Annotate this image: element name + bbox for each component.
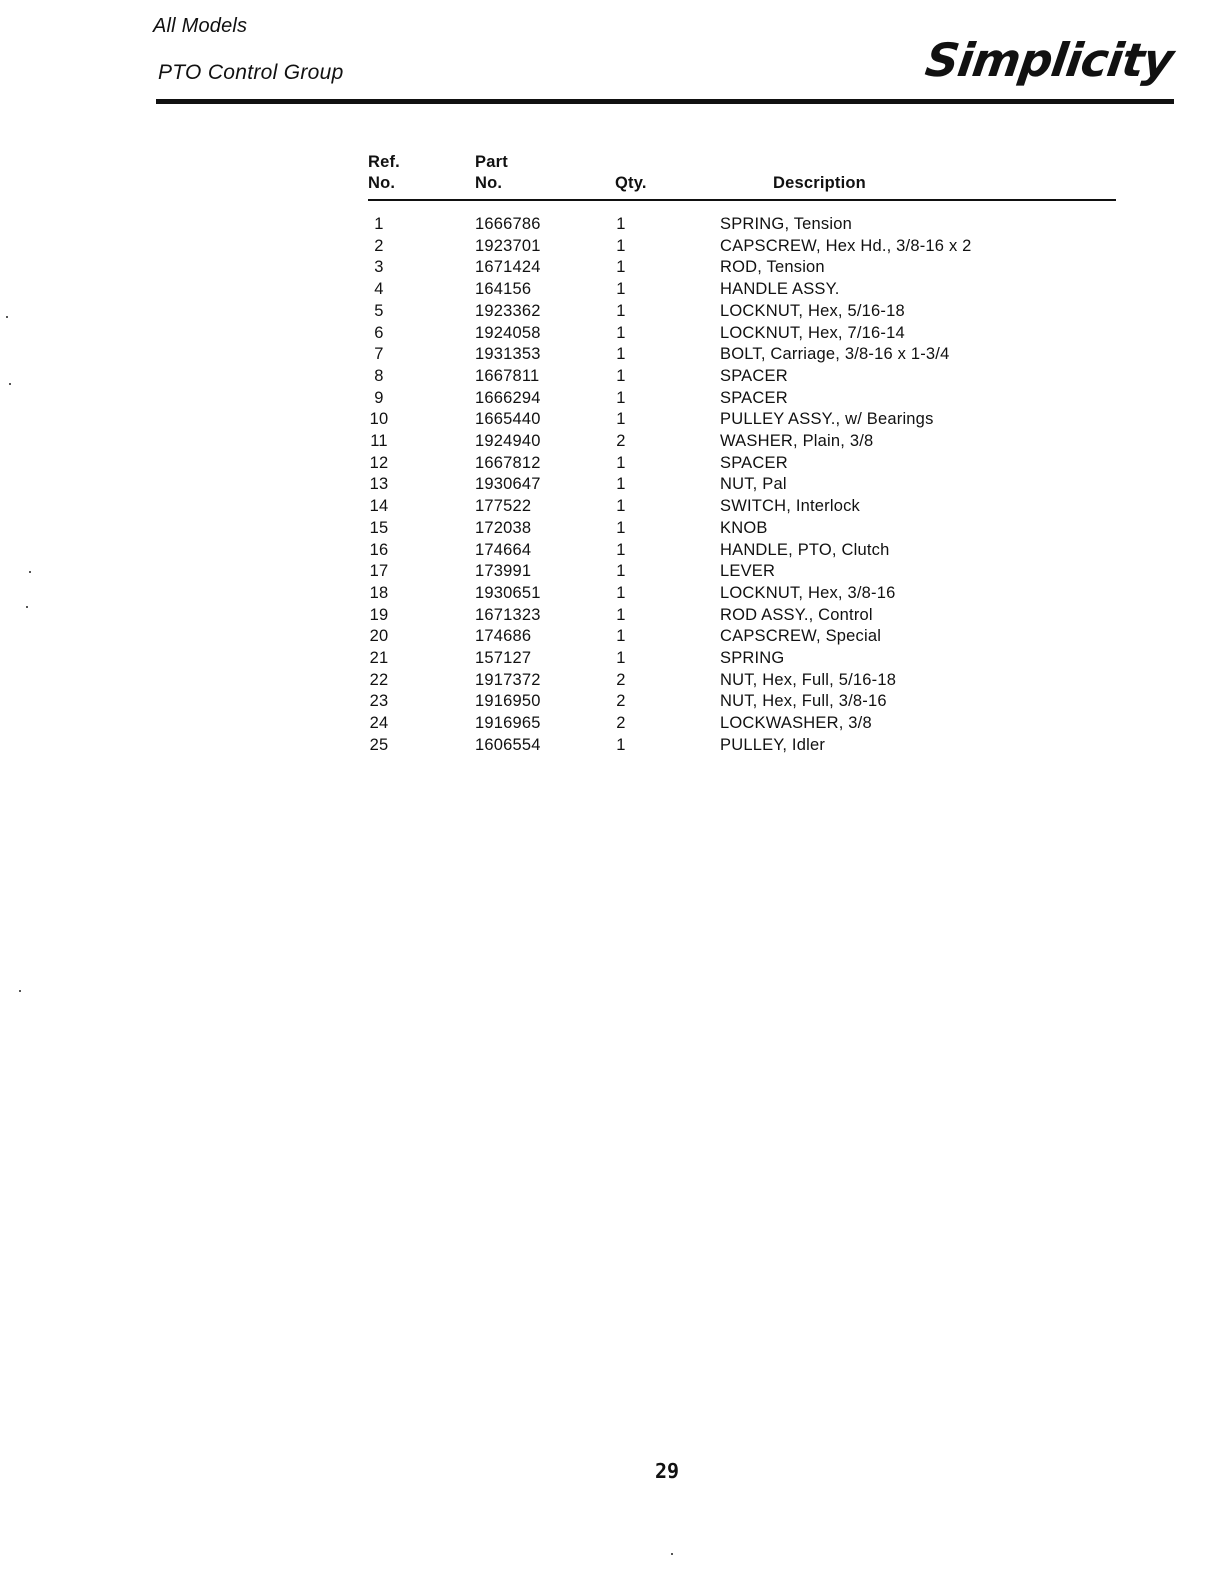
description: PULLEY, Idler (720, 735, 826, 754)
part-no: 1923362 (475, 301, 541, 320)
ref-no-cell (368, 431, 475, 453)
header-part-line2: No. (475, 174, 503, 192)
table-row (368, 540, 1116, 562)
qty: 1 (616, 366, 626, 385)
part-no: 1667811 (475, 366, 540, 385)
qty: 1 (616, 605, 626, 624)
qty-cell (615, 583, 720, 605)
description: LOCKNUT, Hex, 5/16-18 (720, 301, 905, 320)
ref-no: 25 (369, 735, 389, 754)
ref-no-cell (368, 366, 475, 388)
qty-cell (615, 431, 720, 453)
table-row (368, 453, 1116, 475)
description: WASHER, Plain, 3/8 (720, 432, 874, 451)
table-row (368, 236, 1116, 258)
page-number: 29 (654, 1459, 680, 1483)
ref-no-cell (368, 496, 475, 518)
qty: 1 (616, 453, 626, 472)
qty: 1 (616, 735, 626, 754)
ref-no: 1 (374, 215, 384, 233)
part-no: 1671323 (475, 605, 541, 624)
description: SPACER (720, 366, 788, 385)
table-row (368, 670, 1116, 692)
ref-no: 3 (374, 258, 384, 277)
brand-logo: Simplicity (921, 33, 1176, 87)
ref-no-cell (368, 670, 475, 692)
table-row (368, 691, 1116, 713)
header-rule (156, 99, 1174, 104)
qty: 2 (616, 714, 626, 733)
ref-no-cell (368, 626, 475, 648)
description: LOCKWASHER, 3/8 (720, 714, 872, 733)
table-row (368, 409, 1116, 431)
description: LOCKNUT, Hex, 3/8-16 (720, 583, 896, 602)
part-no: 177522 (475, 497, 532, 516)
ref-no: 4 (374, 280, 384, 299)
part-no: 1930651 (475, 583, 541, 602)
qty: 1 (616, 583, 626, 602)
qty: 1 (616, 236, 626, 255)
part-no: 1606554 (475, 735, 541, 754)
ref-no: 16 (369, 540, 389, 559)
qty-cell (615, 344, 720, 366)
part-no: 1666294 (475, 388, 541, 407)
ref-no-cell (368, 388, 475, 410)
part-no: 1671424 (475, 258, 541, 277)
description: CAPSCREW, Special (720, 627, 882, 646)
part-no: 1930647 (475, 475, 541, 494)
ref-no: 17 (369, 562, 389, 581)
ref-no-cell (368, 583, 475, 605)
description: NUT, Hex, Full, 5/16-18 (720, 670, 897, 689)
parts-table (368, 152, 1116, 757)
table-row (368, 626, 1116, 648)
description: SWITCH, Interlock (720, 497, 861, 516)
ref-no: 23 (369, 692, 389, 711)
ref-no: 12 (369, 453, 389, 472)
description: LEVER (720, 562, 776, 581)
scan-speck (6, 316, 8, 318)
ref-no-cell (368, 648, 475, 670)
description: NUT, Hex, Full, 3/8-16 (720, 692, 887, 711)
ref-no-cell (368, 474, 475, 496)
description: HANDLE, PTO, Clutch (720, 540, 890, 559)
models-label: All Models (153, 15, 248, 37)
qty-cell (615, 453, 720, 475)
table-row (368, 301, 1116, 323)
table-row (368, 648, 1116, 670)
header-ref-line2: No. (368, 174, 396, 192)
parts-table-header (368, 152, 1116, 200)
qty-cell (615, 200, 720, 236)
header-qty: Qty. (615, 152, 720, 200)
table-row (368, 388, 1116, 410)
qty-cell (615, 605, 720, 627)
table-row (368, 200, 1116, 236)
qty-cell (615, 735, 720, 757)
qty: 1 (616, 388, 626, 407)
ref-no: 7 (374, 345, 384, 364)
part-no: 164156 (475, 280, 532, 299)
qty: 1 (616, 497, 626, 516)
table-row (368, 257, 1116, 279)
table-row (368, 561, 1116, 583)
table-row (368, 474, 1116, 496)
ref-no-cell (368, 323, 475, 345)
table-row (368, 735, 1116, 757)
ref-no-cell (368, 236, 475, 258)
ref-no-cell (368, 200, 475, 236)
table-row (368, 323, 1116, 345)
scan-speck (26, 606, 28, 608)
qty: 1 (616, 475, 626, 494)
description: PULLEY ASSY., w/ Bearings (720, 410, 934, 429)
description: SPACER (720, 453, 788, 472)
ref-no: 6 (374, 323, 384, 342)
qty-cell (615, 648, 720, 670)
part-no: 1666786 (475, 215, 541, 233)
table-row (368, 431, 1116, 453)
part-no: 1667812 (475, 453, 541, 472)
ref-no: 10 (369, 410, 389, 429)
description: SPRING (720, 649, 785, 668)
qty-cell (615, 301, 720, 323)
ref-no-cell (368, 540, 475, 562)
qty-cell (615, 409, 720, 431)
qty: 2 (616, 692, 626, 711)
qty-cell (615, 279, 720, 301)
table-row (368, 496, 1116, 518)
ref-no: 11 (370, 432, 388, 451)
table-row (368, 366, 1116, 388)
part-no: 174686 (475, 627, 532, 646)
qty-cell (615, 366, 720, 388)
ref-no: 8 (374, 366, 384, 385)
part-no: 1923701 (475, 236, 541, 255)
ref-no: 9 (374, 388, 384, 407)
part-no: 1924940 (475, 432, 541, 451)
table-row (368, 518, 1116, 540)
part-no: 1917372 (475, 670, 541, 689)
part-no: 173991 (475, 562, 532, 581)
header-part-no (475, 152, 615, 200)
description: BOLT, Carriage, 3/8-16 x 1-3/4 (720, 345, 950, 364)
qty: 1 (616, 280, 626, 299)
scan-speck (19, 990, 21, 992)
qty: 1 (616, 215, 626, 233)
qty-cell (615, 236, 720, 258)
qty-cell (615, 518, 720, 540)
table-row (368, 344, 1116, 366)
parts-table-body (368, 200, 1116, 757)
ref-no-cell (368, 691, 475, 713)
description: LOCKNUT, Hex, 7/16-14 (720, 323, 905, 342)
ref-no-cell (368, 561, 475, 583)
qty-cell (615, 323, 720, 345)
qty: 1 (616, 345, 626, 364)
part-no: 172038 (475, 518, 532, 537)
ref-no: 13 (369, 475, 389, 494)
ref-no-cell (368, 518, 475, 540)
header-ref-no (368, 152, 475, 200)
ref-no-cell (368, 279, 475, 301)
qty-cell (615, 691, 720, 713)
description: ROD ASSY., Control (720, 605, 873, 624)
qty-cell (615, 670, 720, 692)
ref-no-cell (368, 453, 475, 475)
qty-cell (615, 474, 720, 496)
qty: 1 (616, 562, 626, 581)
header-part-line1: Part (475, 153, 508, 171)
part-no: 1916965 (475, 714, 541, 733)
part-no: 1665440 (475, 410, 541, 429)
scan-speck (9, 383, 11, 385)
qty: 1 (616, 301, 626, 320)
ref-no-cell (368, 301, 475, 323)
qty: 1 (616, 410, 626, 429)
description: KNOB (720, 518, 768, 537)
ref-no-cell (368, 713, 475, 735)
table-row (368, 583, 1116, 605)
qty: 1 (616, 540, 626, 559)
part-no: 1916950 (475, 692, 541, 711)
ref-no: 14 (369, 497, 389, 516)
qty-cell (615, 626, 720, 648)
ref-no: 24 (369, 714, 389, 733)
ref-no: 21 (369, 649, 389, 668)
scan-speck (671, 1553, 673, 1555)
ref-no: 18 (369, 583, 389, 602)
description: SPACER (720, 388, 788, 407)
qty: 2 (616, 432, 626, 451)
qty-cell (615, 388, 720, 410)
table-row (368, 713, 1116, 735)
ref-no-cell (368, 735, 475, 757)
qty: 2 (616, 670, 626, 689)
qty: 1 (616, 258, 626, 277)
description: HANDLE ASSY. (720, 280, 840, 299)
section-title: PTO Control Group (158, 61, 344, 84)
ref-no-cell (368, 257, 475, 279)
header-description: Description (720, 152, 1116, 200)
ref-no-cell (368, 605, 475, 627)
qty-cell (615, 496, 720, 518)
ref-no-cell (368, 344, 475, 366)
ref-no-cell (368, 409, 475, 431)
part-no: 157127 (475, 649, 532, 668)
qty-cell (615, 561, 720, 583)
qty: 1 (616, 323, 626, 342)
ref-no: 5 (374, 301, 384, 320)
qty: 1 (616, 627, 626, 646)
qty: 1 (616, 649, 626, 668)
part-no: 1924058 (475, 323, 541, 342)
description: NUT, Pal (720, 475, 787, 494)
part-no: 1931353 (475, 345, 541, 364)
qty-cell (615, 713, 720, 735)
ref-no: 20 (369, 627, 389, 646)
part-no: 174664 (475, 540, 532, 559)
ref-no: 2 (374, 236, 384, 255)
scan-speck (29, 571, 31, 573)
header-ref-line1: Ref. (368, 153, 400, 171)
table-row (368, 605, 1116, 627)
qty: 1 (616, 518, 626, 537)
ref-no: 22 (369, 670, 389, 689)
qty-cell (615, 540, 720, 562)
description: CAPSCREW, Hex Hd., 3/8-16 x 2 (720, 236, 972, 255)
qty-cell (615, 257, 720, 279)
description: ROD, Tension (720, 258, 825, 277)
ref-no: 19 (369, 605, 389, 624)
ref-no: 15 (369, 518, 389, 537)
description: SPRING, Tension (720, 215, 853, 233)
table-row (368, 279, 1116, 301)
